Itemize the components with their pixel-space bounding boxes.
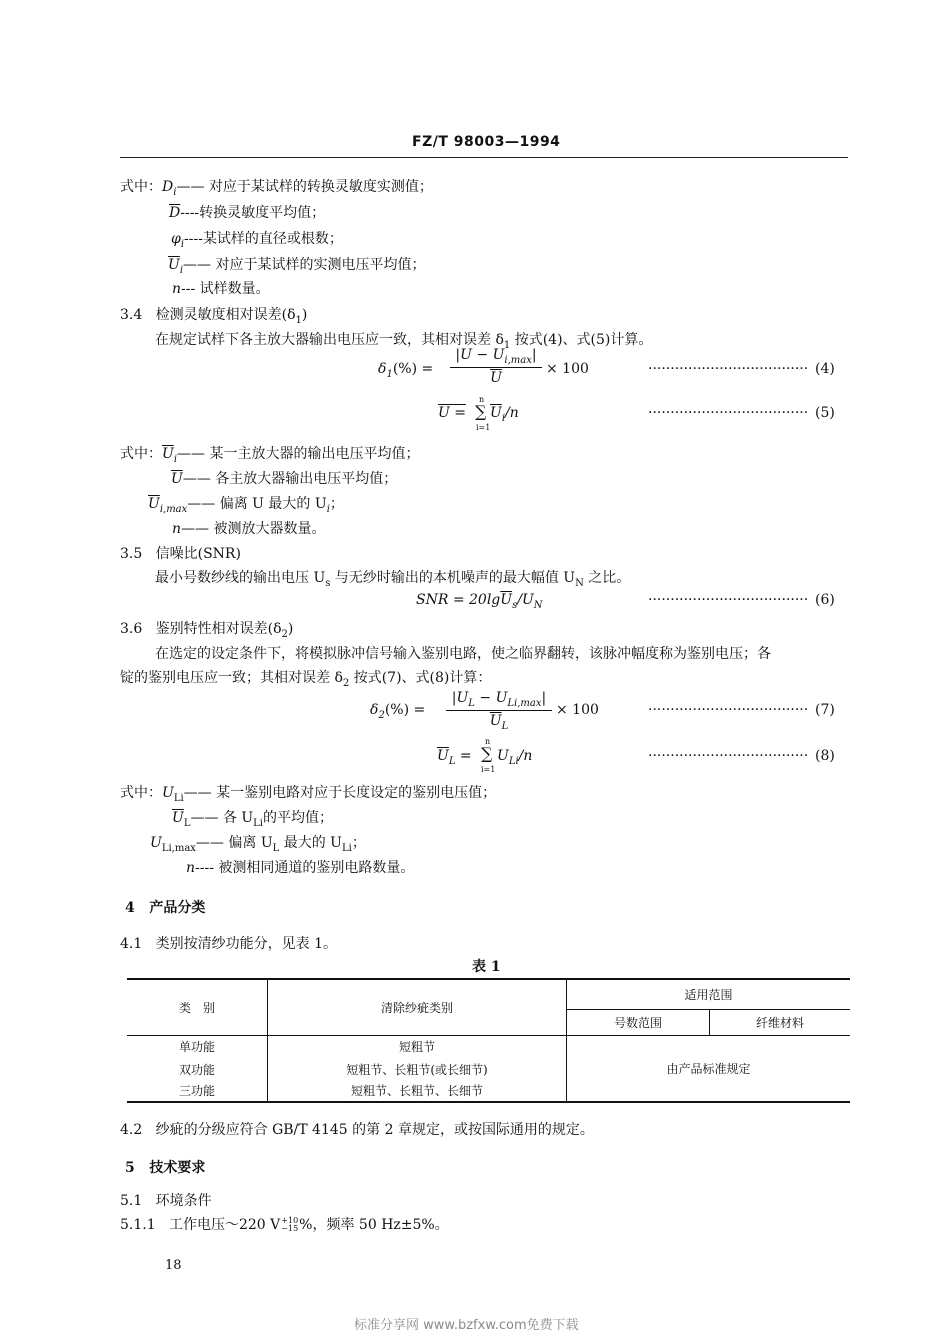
where-prefix: 式中： — [120, 785, 162, 801]
rhs-symbol: U — [497, 748, 509, 764]
subscript: L — [448, 755, 456, 767]
cell-category: 双功能 — [127, 1058, 268, 1080]
where-item — [172, 807, 333, 829]
body-text: 最小号数纱线的输出电压 U — [155, 570, 326, 586]
lhs-end: (%) = — [392, 361, 434, 377]
eq4-denominator: $\overline{U}$ — [490, 369, 502, 386]
section-4-1 — [120, 933, 337, 953]
subscript: L — [272, 842, 280, 854]
definition: ----转换灵敏度平均值； — [180, 205, 326, 221]
definition-mid: 最大的 U — [279, 835, 342, 851]
rhs-end: /n — [505, 405, 519, 421]
subscript: i — [179, 264, 184, 276]
where-item — [171, 228, 343, 250]
eq5-leader: ···································· — [648, 405, 809, 421]
where-item — [169, 202, 325, 222]
section-3-4-heading — [120, 304, 307, 326]
section-number: 3.4 — [120, 307, 143, 323]
section-5-1 — [120, 1190, 212, 1210]
sum-lower: i=1 — [476, 423, 491, 432]
subscript: Li — [341, 842, 352, 854]
eq4-tag: (4) — [815, 361, 835, 377]
subscript: 2 — [378, 709, 385, 721]
sum-lower: i=1 — [481, 765, 496, 774]
section-5-heading — [125, 1157, 205, 1177]
subscript: Li,max — [507, 697, 542, 709]
section-3-6-body-line2 — [120, 667, 491, 689]
eq5-tag: (5) — [815, 405, 835, 421]
lhs-end: (%) = — [384, 702, 426, 718]
title-end: ) — [301, 307, 308, 323]
cell-defect-type: 短粗节 — [268, 1035, 567, 1058]
symbol: U — [150, 835, 162, 851]
definition: --- 试样数量。 — [181, 281, 270, 297]
denominator-symbol: $\overline{U}$ — [489, 712, 502, 729]
numerator-text: |U − U — [455, 347, 505, 363]
eq8-lhs — [437, 748, 472, 767]
eq6-expression — [416, 592, 543, 611]
subscript: 2 — [281, 628, 288, 640]
tolerance-upper: +10 — [281, 1216, 299, 1225]
sum-symbol: ∑ — [481, 744, 493, 763]
eq4-tail: × 100 — [546, 361, 589, 377]
tolerance-lower: −15 — [281, 1224, 299, 1233]
where-item — [171, 468, 397, 488]
subscript: L — [183, 817, 191, 829]
section-4-heading — [125, 897, 205, 917]
section-3-6-body-line1: 在选定的设定条件下，将模拟脉冲信号输入鉴别电路，使之临界翻转，该脉冲幅度称为鉴别电压；各 — [155, 646, 771, 662]
section-text: 纱疵的分级应符合 GB/T 4145 的第 2 章规定，或按国际通用的规定。 — [155, 1122, 594, 1138]
symbol: $\overline{U}$ — [172, 810, 184, 826]
subscript: N — [533, 599, 543, 611]
symbol: $\overline{U}$ — [168, 257, 180, 273]
definition-end: ； — [351, 835, 366, 851]
cell-defect-type: 短粗节、长粗节、长细节 — [268, 1080, 567, 1102]
eq4-fraction — [450, 347, 542, 386]
subscript: L — [468, 697, 475, 709]
lhs-text: SNR = 20lg — [416, 592, 501, 608]
section-text: 工作电压～220 V — [168, 1217, 281, 1233]
definition: —— 某一主放大器的输出电压平均值； — [177, 446, 420, 462]
subscript: s — [512, 599, 518, 611]
section-number: 5 — [125, 1160, 135, 1176]
lhs-symbol: $\overline{U}$ — [437, 748, 449, 764]
subscript: 1 — [295, 314, 302, 326]
body-text-end: 按式(7)、式(8)计算： — [349, 670, 492, 686]
symbol: φ — [171, 231, 181, 247]
section-title: 鉴别特性相对误差(δ — [155, 621, 282, 637]
where-prefix: 式中： — [120, 179, 162, 195]
eq5-rhs — [490, 405, 519, 424]
subscript: i — [173, 453, 178, 465]
sum-symbol: ∑ — [475, 402, 487, 421]
section-text: 类别按清纱功能分，见表 1。 — [155, 936, 337, 952]
section-title: 产品分类 — [149, 900, 206, 916]
definition: —— 某一鉴别电路对应于长度设定的鉴别电压值； — [183, 785, 497, 801]
subscript: i — [180, 238, 185, 250]
where-item — [186, 857, 414, 877]
symbol: n — [172, 281, 182, 297]
header-scope: 适用范围 — [567, 979, 851, 1009]
lhs-end: = — [455, 748, 472, 764]
section-title: 环境条件 — [155, 1193, 212, 1209]
where-prefix: 式中： — [120, 446, 162, 462]
definition: —— 各 U — [190, 810, 254, 826]
subscript: i,max — [504, 354, 532, 366]
eq6-tag: (6) — [815, 592, 835, 608]
definition: ----某试样的直径或根数； — [184, 231, 343, 247]
lhs-symbol: δ — [378, 361, 387, 377]
eq4-leader: ···································· — [648, 361, 809, 377]
where-block-2 — [120, 443, 419, 465]
section-3-5-heading — [120, 543, 241, 563]
section-5-1-1 — [120, 1214, 449, 1234]
symbol: n — [172, 521, 182, 537]
section-number: 3.6 — [120, 621, 143, 637]
symbol: $\overline{D}$ — [169, 205, 181, 221]
body-text: 锭的鉴别电压应一致；其相对误差 δ — [120, 670, 343, 686]
subscript: 1 — [386, 368, 393, 380]
subscript: 2 — [342, 677, 350, 689]
page-number: 18 — [165, 1258, 182, 1273]
where-block-3 — [120, 782, 496, 804]
cell-defect-type: 短粗节、长粗节(或长细节) — [268, 1058, 567, 1080]
table-row — [127, 1035, 850, 1058]
eq7-tail: × 100 — [556, 702, 599, 718]
section-number: 3.5 — [120, 546, 143, 562]
subscript: i — [501, 412, 506, 424]
definition: —— 偏离 U 最大的 U — [187, 496, 327, 512]
body-text-end: 之比。 — [583, 570, 631, 586]
definition-end: ； — [329, 496, 344, 512]
eq5-lhs: U = — [438, 405, 466, 421]
definition: —— 偏离 U — [195, 835, 273, 851]
definition: —— 对应于某试样的实测电压平均值； — [183, 257, 426, 273]
symbol: $\overline{U}$ — [148, 496, 160, 512]
subscript: Li — [253, 817, 263, 829]
where-block-1 — [120, 176, 433, 198]
rhs-end: /n — [518, 748, 533, 764]
section-number: 5.1 — [120, 1193, 143, 1209]
subscript: i,max — [159, 503, 188, 515]
page-header-code: FZ/T 98003—1994 — [412, 134, 561, 150]
header-category: 类 别 — [127, 979, 268, 1035]
section-number: 4 — [125, 900, 135, 916]
definition: ---- 被测相同通道的鉴别电路数量。 — [195, 860, 415, 876]
table-1-caption: 表 1 — [472, 959, 501, 975]
where-item — [172, 278, 270, 298]
mid-text: /U — [517, 592, 534, 608]
eq7-numerator — [446, 690, 552, 711]
definition-end: 的平均值； — [263, 810, 333, 826]
symbol: $\overline{U}$ — [171, 471, 183, 487]
subscript: Li — [173, 792, 184, 804]
lhs-symbol: δ — [370, 702, 379, 718]
where-item — [148, 493, 344, 515]
section-3-6-heading — [120, 618, 293, 640]
section-title: 技术要求 — [149, 1160, 206, 1176]
header-defect-type: 清除纱疵类别 — [268, 979, 567, 1035]
eq4-numerator — [450, 347, 542, 368]
numerator-text: |U — [451, 690, 469, 706]
where-item — [168, 254, 425, 276]
eq7-leader: ···································· — [648, 702, 809, 718]
cell-category: 单功能 — [127, 1035, 268, 1058]
eq7-tag: (7) — [815, 702, 835, 718]
sum-upper: n — [479, 395, 485, 404]
eq8-leader: ···································· — [648, 748, 809, 764]
header-rule — [120, 157, 848, 158]
subscript: i — [173, 186, 177, 198]
symbol: n — [186, 860, 196, 876]
symbol: $\overline{U}$ — [500, 592, 513, 608]
eq7-denominator — [446, 711, 552, 732]
subscript: N — [575, 577, 584, 589]
symbol: D — [162, 179, 174, 195]
section-text-end: %，频率 50 Hz±5%。 — [299, 1217, 449, 1233]
symbol: $\overline{U}$ — [162, 446, 174, 462]
section-title: 检测灵敏度相对误差(δ — [155, 307, 296, 323]
definition: —— 对应于某试样的转换灵敏度实测值； — [176, 179, 433, 195]
numerator-mid: − U — [474, 690, 508, 706]
section-number: 4.2 — [120, 1122, 143, 1138]
subscript: L — [501, 720, 509, 732]
eq6-leader: ···································· — [648, 592, 809, 608]
symbol: U — [162, 785, 174, 801]
sum-upper: n — [485, 737, 491, 746]
section-4-2 — [120, 1119, 594, 1139]
table-1 — [127, 978, 850, 1103]
header-fiber-material: 纤维材料 — [710, 1009, 851, 1035]
tolerance — [281, 1217, 298, 1233]
numerator-end: | — [531, 347, 537, 363]
section-number: 4.1 — [120, 936, 143, 952]
subscript: s — [325, 577, 331, 589]
where-item — [150, 832, 366, 854]
rhs-symbol: $\overline{U}$ — [490, 405, 502, 421]
definition: —— 各主放大器输出电压平均值； — [182, 471, 398, 487]
eq4-lhs — [378, 361, 433, 380]
section-3-4-body — [155, 329, 652, 351]
title-end: ) — [287, 621, 294, 637]
section-number: 5.1.1 — [120, 1217, 156, 1233]
body-text-mid: 与无纱时输出的本机噪声的最大幅值 U — [330, 570, 576, 586]
numerator-end: | — [541, 690, 547, 706]
eq8-tag: (8) — [815, 748, 835, 764]
header-count-range: 号数范围 — [567, 1009, 710, 1035]
definition: —— 被测放大器数量。 — [181, 521, 326, 537]
eq7-lhs — [370, 702, 425, 721]
cell-scope: 由产品标准规定 — [567, 1035, 851, 1102]
table-header-row — [127, 979, 850, 1009]
body-text-end: 按式(4)、式(5)计算。 — [510, 332, 653, 348]
subscript: Li — [508, 755, 519, 767]
where-item — [172, 518, 325, 538]
watermark: 标准分享网 www.bzfxw.com免费下载 — [354, 1318, 579, 1333]
subscript: 1 — [503, 339, 511, 351]
cell-category: 三功能 — [127, 1080, 268, 1102]
subscript: i — [326, 503, 330, 515]
section-title: 信噪比(SNR) — [155, 546, 241, 562]
subscript: Li,max — [161, 842, 196, 854]
body-text: 在规定试样下各主放大器输出电压应一致，其相对误差 δ — [155, 332, 504, 348]
eq8-rhs — [497, 748, 532, 767]
section-3-5-body — [155, 567, 630, 589]
eq7-fraction — [446, 690, 552, 732]
